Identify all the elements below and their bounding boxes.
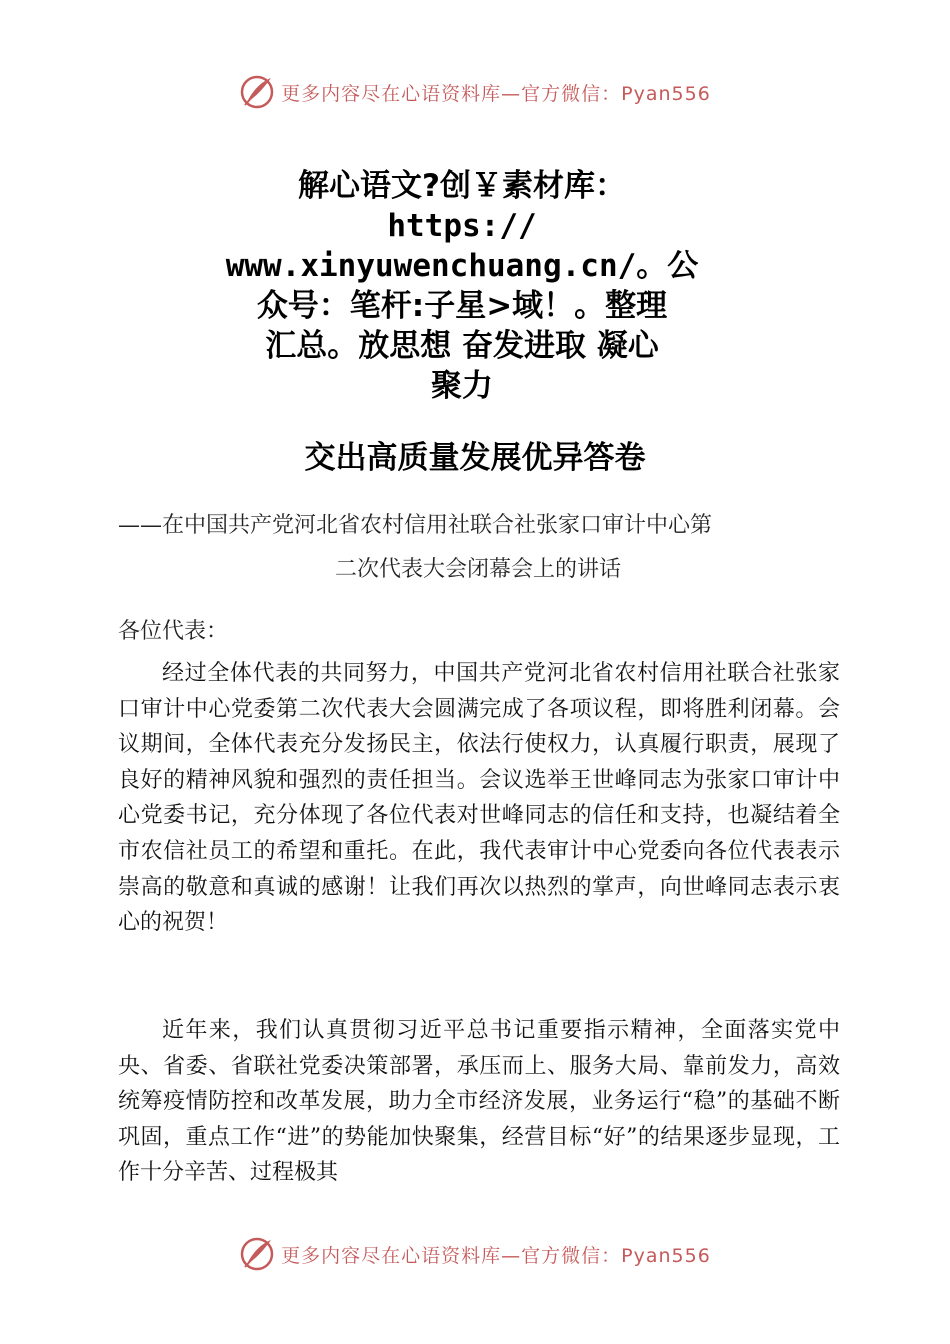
feather-pen-logo-icon	[239, 74, 275, 110]
header-line: https://	[387, 208, 537, 244]
bottom-watermark-banner	[0, 1236, 950, 1272]
banner-text: 更多内容尽在心语资料库—官方微信：Pyan556	[281, 1244, 711, 1267]
header-line: 汇总。放思想 奋发进取 凝心	[265, 328, 659, 364]
feather-pen-logo-icon	[239, 1236, 275, 1272]
header-line: 众号：笔杆:子星>域！。整理	[256, 288, 668, 324]
header-line: www.xinyuwenchuang.cn/。公	[225, 248, 699, 284]
banner-text: 更多内容尽在心语资料库—官方微信：Pyan556	[281, 82, 711, 105]
subtitle-line: 二次代表大会闭幕会上的讲话	[334, 557, 621, 582]
header-line: 聚力	[431, 368, 493, 404]
wechat-id: Pyan556	[621, 82, 711, 105]
body-paragraph: 近年来，我们认真贯彻习近平总书记重要指示精神，全面落实党中央、省委、省联社党委决策部署，承压而上、服务大局、靠前发力，高效统筹疫情防控和改革发展，助力全市经济发展，业务运行“稳”的基础不断巩固，重点工作“进”的势能加快聚集，经营目标“好”的结果逐步显现，工作十分辛苦、过程极其	[118, 1018, 840, 1186]
wechat-id: Pyan556	[621, 1244, 711, 1267]
document-title: 交出高质量发展优异答卷	[304, 440, 646, 476]
body-paragraph: 经过全体代表的共同努力，中国共产党河北省农村信用社联合社张家口审计中心党委第二次代表大会圆满完成了各项议程，即将胜利闭幕。会议期间，全体代表充分发扬民主，依法行使权力，认真履行职责，展现了良好的精神风貌和强烈的责任担当。会议选举王世峰同志为张家口审计中心党委书记，充分体现了各位代表对世峰同志的信任和支持，也凝结着全市农信社员工的希望和重托。在此，我代表审计中心党委向各位代表表示崇高的敬意和真诚的感谢！让我们再次以热烈的掌声，向世峰同志表示衷心的祝贺！	[118, 661, 840, 936]
header-line: 解心语文?创￥素材库：	[298, 168, 626, 204]
subtitle-line: ——在中国共产党河北省农村信用社联合社张家口审计中心第	[118, 513, 713, 538]
top-watermark-banner	[0, 74, 950, 110]
document-subtitle	[118, 504, 838, 592]
header-block	[222, 166, 702, 406]
salutation: 各位代表：	[118, 619, 229, 644]
